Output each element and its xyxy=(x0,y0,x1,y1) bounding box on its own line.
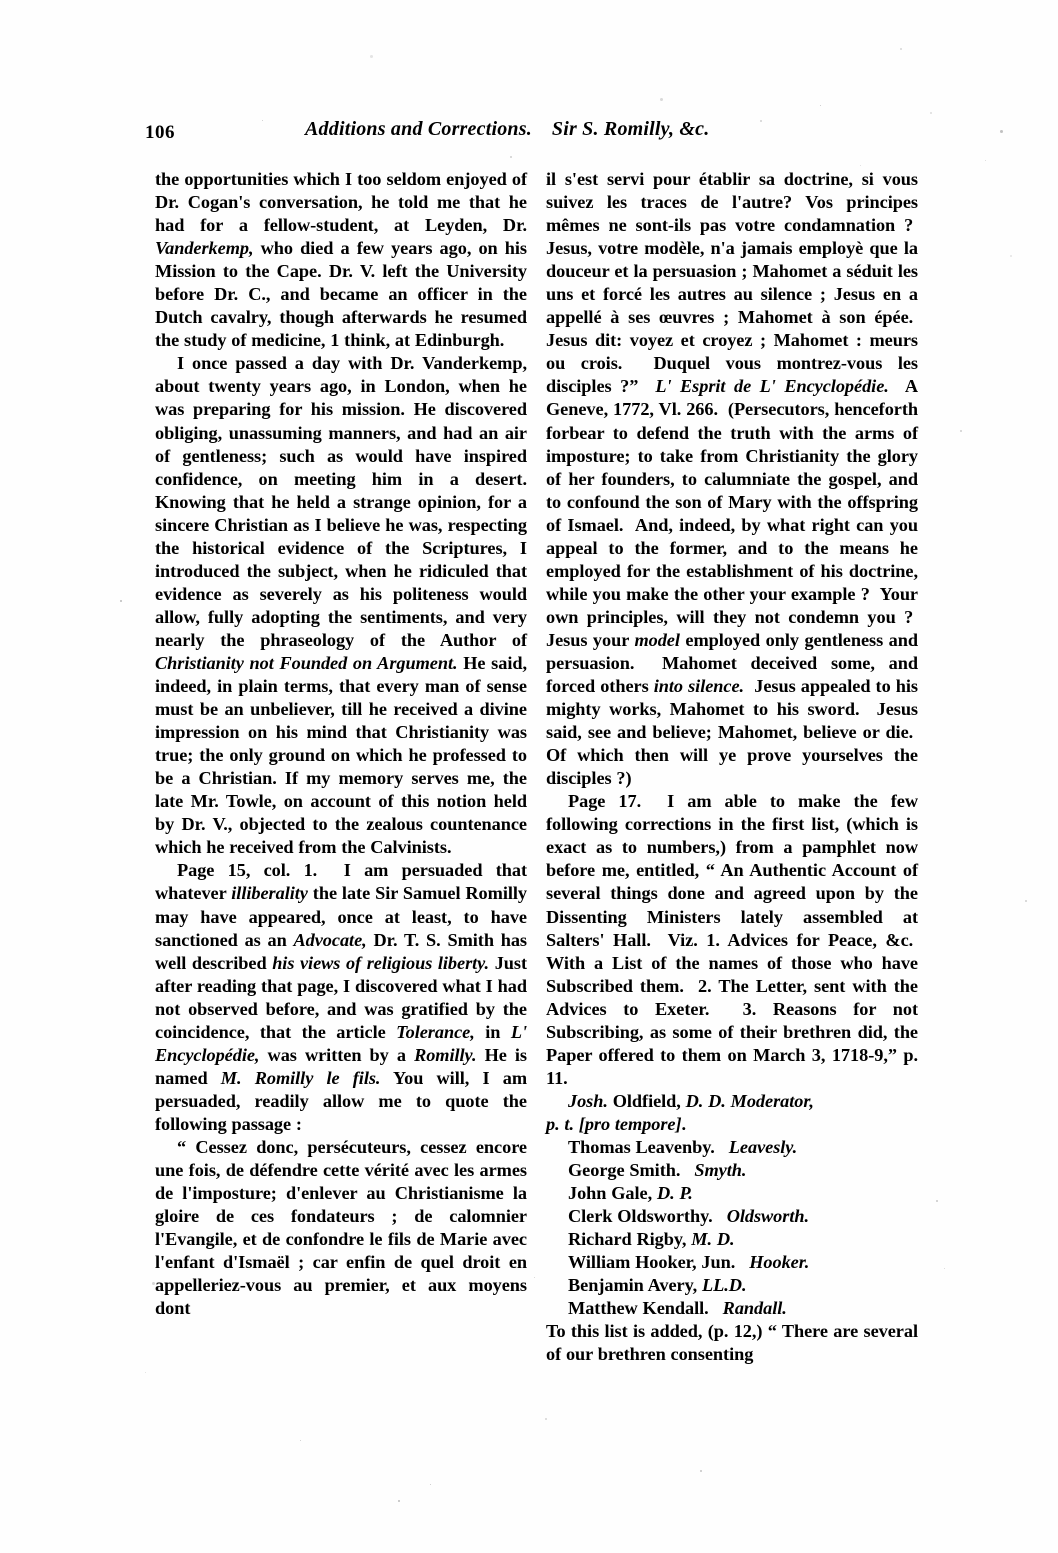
scan-speck xyxy=(820,105,821,106)
paragraph-closing: To this list is added, (p. 12,) “ There are several of our brethren consenting xyxy=(546,1321,918,1365)
scan-speck xyxy=(660,98,663,101)
subscriber-correction: Randall. xyxy=(722,1298,787,1319)
name-romilly-le-fils: M. Romilly le fils. xyxy=(220,1067,381,1088)
subscriber-name: Thomas Leavenby. xyxy=(568,1136,715,1157)
scan-speck xyxy=(944,1268,945,1269)
subscriber-name: Benjamin Avery, xyxy=(568,1275,698,1296)
scan-speck xyxy=(300,1440,301,1441)
subscriber-degree: M. D. xyxy=(691,1229,735,1250)
subscriber-degree: LL.D. xyxy=(702,1275,747,1296)
list-item xyxy=(546,1159,918,1182)
work-esprit-encyclopedie: L' Esprit de L' Encyclopédie. xyxy=(655,376,889,397)
paragraph-vanderkemp: I once passed a day with Dr. Vanderkemp, about twenty years ago, in London, when he was preparing for his mission. He discovered obliging, unassuming manners, and had an air of gentleness; such as would have inspired confidence, on meeting him in a desert. Knowing that he held a strange opinion, for a sincere Christian as I believe he was, respecting the historical evidence of the Scriptures, I introduced the subject, when he ridiculed that evidence as severely as his politeness would allow, fully adopting the sentiments, and very nearly the phraseology of the Author of Christianity not Founded on Argument. He said, indeed, in plain terms, that every man of sense must be an unbeliever, till he received a divine impression on his mind that Christianity was true; the only ground on which he professed to be a Christian. If my memory serves me, the late Mr. Towle, on account of this notion held by Dr. V., objected to the zealous countenance which he received from the Calvinists. xyxy=(155,353,527,858)
subscriber-correction: Oldsworth. xyxy=(726,1206,810,1227)
scan-speck xyxy=(145,1372,146,1373)
title-christianity-not-founded: Christianity not Founded on Argument. xyxy=(155,652,458,673)
subscriber-degree: D. P. xyxy=(656,1183,693,1204)
scan-speck xyxy=(936,1200,938,1202)
word-model: model xyxy=(634,629,680,650)
running-head-subject: Sir S. Romilly, &c. xyxy=(551,118,710,140)
list-item xyxy=(546,1251,918,1274)
scan-speck xyxy=(1025,900,1027,902)
scan-speck xyxy=(430,1484,431,1485)
subscriber-name: George Smith. xyxy=(568,1160,681,1181)
moderator-pro-tempore: p. t. [pro tempore]. xyxy=(546,1113,687,1134)
list-item xyxy=(546,1228,918,1251)
scan-speck xyxy=(398,1500,400,1502)
subscriber-name: Richard Rigby, xyxy=(568,1229,687,1250)
list-item xyxy=(546,1205,918,1228)
name-vanderkemp-italic: Vanderkemp, xyxy=(155,238,254,259)
scan-speck xyxy=(534,1277,535,1278)
word-advocate: Advocate, xyxy=(293,929,367,950)
list-item xyxy=(546,1136,918,1159)
scan-speck xyxy=(960,430,962,432)
phrase-views-religious-liberty: his views of religious liberty. xyxy=(272,952,490,973)
page-folio-number: 106 xyxy=(145,122,175,143)
scan-speck xyxy=(1010,255,1012,257)
scan-speck xyxy=(545,1418,547,1420)
paragraph-french-quote: “ Cessez donc, persécuteurs, cessez encore une fois, de défendre cette vérité avec les armes de l'imposture; d'enlever au Christianisme la gloire de ces fondateurs ; de calomnier l'Evangile, et de confondre le fils de Marie avec l'enfant d'Ismaël ; car enfin de quel droit en appelleriez-vous au premier, et aux moyens dont xyxy=(155,1136,527,1319)
running-head xyxy=(145,118,935,148)
scan-speck xyxy=(1000,130,1003,133)
scan-speck xyxy=(860,165,861,166)
subscriber-names-list xyxy=(546,1136,918,1320)
moderator-entry: Josh. Oldfield, D. D. Moderator, p. t. [pro tempore]. xyxy=(546,1090,814,1134)
subscriber-name: Matthew Kendall. xyxy=(568,1298,709,1319)
running-head-title: Additions and Corrections. xyxy=(305,118,532,140)
subscriber-name: William Hooker, Jun. xyxy=(568,1252,736,1273)
scan-speck xyxy=(510,156,512,158)
phrase-into-silence: into silence. xyxy=(653,676,745,697)
name-romilly: Romilly. xyxy=(414,1044,477,1065)
word-illiberality: illiberality xyxy=(231,883,308,904)
subscriber-correction: Leavesly. xyxy=(728,1136,798,1157)
text-column-right xyxy=(546,168,918,1366)
subscriber-name: John Gale, xyxy=(568,1183,653,1204)
list-item xyxy=(546,1297,918,1320)
running-head-text xyxy=(305,118,709,141)
paragraph-french-continued: il s'est servi pour établir sa doctrine, si vous suivez les traces de l'autre? Vos principes mêmes ne sont-ils pas votre condamnation ? Jesus, votre modèle, n'a jamais employè que la douceur et la persuasion ; Mahomet a séduit les uns et forcé les autres au silence ; Jesus en a appellé à ses œuvres ; Mahomet à son épée. Jesus dit: voyez et croyez ; Mahomet : meurs ou crois. Duquel vous montrez-vous les disciples ?” L' Esprit de L' Encyclopédie. A Geneve, 1772, Vl. 266. (Persecutors, henceforth forbear to defend the truth with the arms of imposture; to take from Christianity the glory of her founders, to calumniate the gospel, and to confound the son of Mary with the offspring of Ismael. And, indeed, by what right can you appeal to the former, and to the means he employed for the establishment of his doctrine, while you make the other your example ? Your own principles, will they not condemn you ? Jesus your model employed only gentleness and persuasion. Mahomet deceived some, and forced others into silence. Jesus appealed to his mighty works, Mahomet to his sword. Jesus said, see and believe; Mahomet, believe or die. Of which then will ye prove yourselves the disciples ?) xyxy=(546,169,918,789)
scan-speck xyxy=(700,1470,702,1472)
subscriber-name: Clerk Oldsworthy. xyxy=(568,1206,713,1227)
scan-speck xyxy=(985,160,986,161)
paragraph-page15: Page 15, col. 1. I am persuaded that whatever illiberality the late Sir Samuel Romilly may have appeared, once at least, to have sanctioned as an Advocate, Dr. T. S. Smith has well described his views of religious liberty. Just after reading that page, I discovered what I had not observed before, and was gratified by the coincidence, that the article Tolerance, in L' Encyclopédie, was written by a Romilly. He is named M. Romilly le fils. You will, I am persuaded, readily allow me to quote the following passage : xyxy=(155,860,528,1134)
scan-speck xyxy=(900,48,902,50)
subscriber-correction: Smyth. xyxy=(694,1160,747,1181)
list-item xyxy=(546,1182,918,1205)
scan-speck xyxy=(120,600,122,602)
article-tolerance: Tolerance, xyxy=(396,1021,475,1042)
scan-speck xyxy=(930,112,932,114)
paragraph-page17: Page 17. I am able to make the few following corrections in the first list, (which is exact as to numbers,) from a pamphlet now before me, entitled, “ An Authentic Account of several things done and agreed upon by the Dissenting Ministers lately assembled at Salters' Hall. Viz. 1. Advices for Peace, &c. With a List of the names of those who have Subscribed them. 2. The Letter, sent with the Advices to Exeter. 3. Reasons for not Subscribing, as some of their brethren did, the Paper offered to them on March 3, 1718-9,” p. 11. xyxy=(546,791,918,1088)
scan-speck xyxy=(370,55,373,58)
moderator-title: D. D. Moderator, xyxy=(685,1090,814,1111)
paragraph-cogan: the opportunities which I too seldom enjoyed of Dr. Cogan's conversation, he told me that he had for a fellow-student, at Leyden, Dr. Vanderkemp, who died a few years ago, on his Mission to the Cape. Dr. V. left the University before Dr. C., and became an officer in the Dutch cavalry, though afterwards he resumed the study of medicine, 1 think, at Edinburgh. xyxy=(155,169,527,351)
work-encyclopedie: L' Encyclopédie, xyxy=(155,1021,527,1065)
moderator-firstname: Josh. xyxy=(568,1090,608,1111)
subscriber-correction: Hooker. xyxy=(749,1252,810,1273)
text-column-left xyxy=(155,168,527,1320)
list-item xyxy=(546,1274,918,1297)
